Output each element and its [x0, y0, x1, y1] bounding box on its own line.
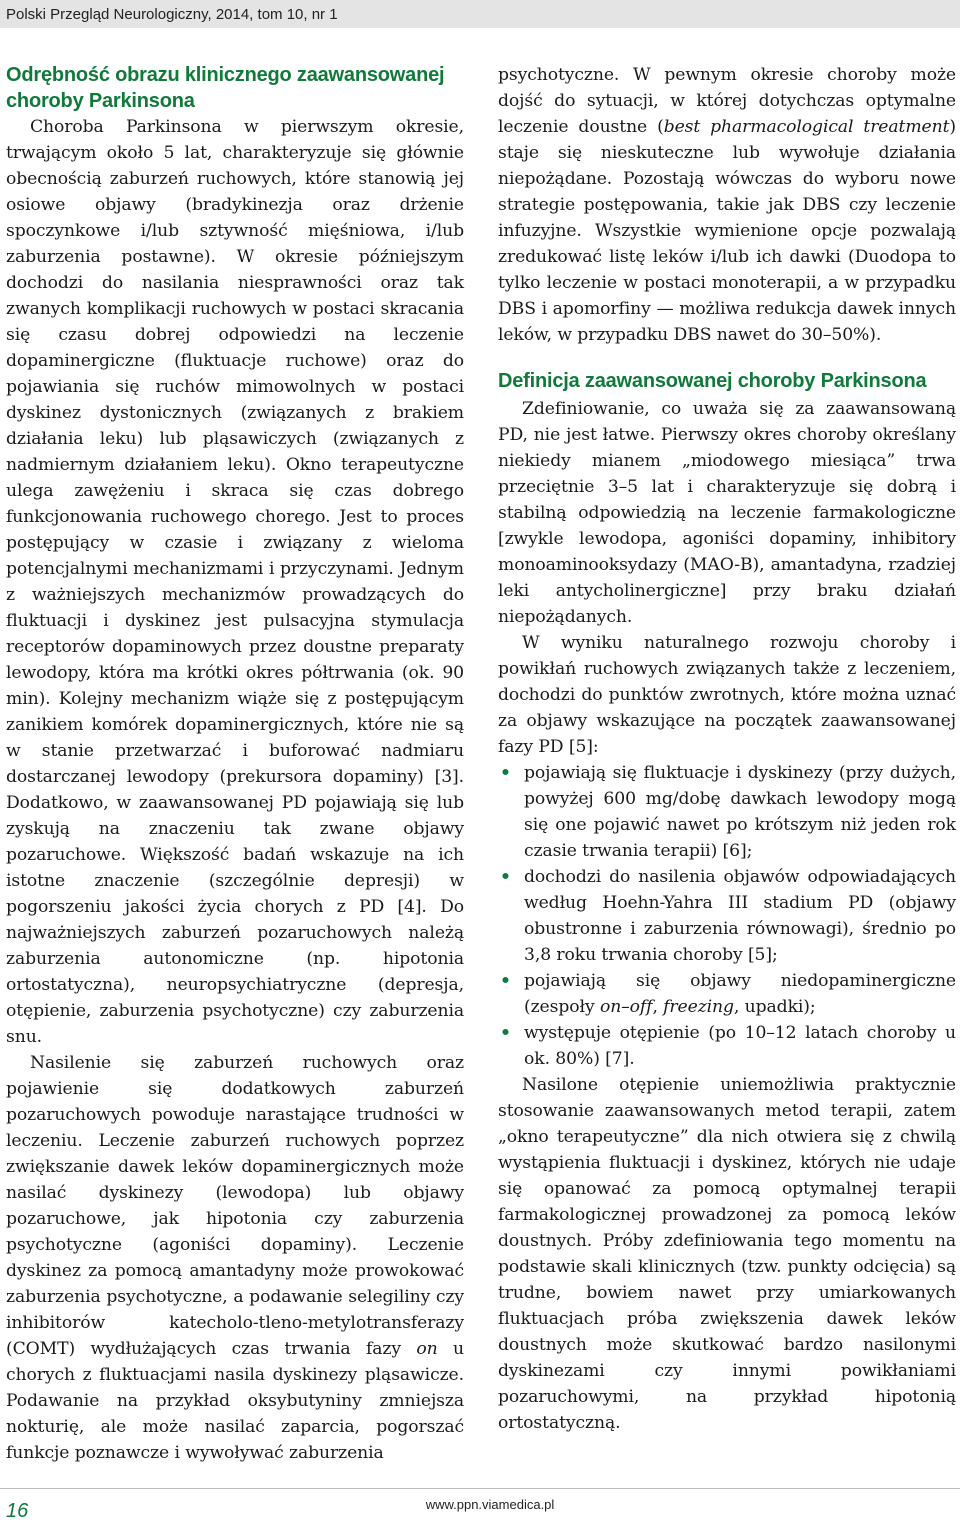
section-heading-definition: Definicja zaawansowanej choroby Parkinsona: [498, 370, 927, 392]
list-item-text: , upadki);: [733, 997, 816, 1017]
paragraph-text: Choroba Parkinsona w pierwszym okresie, trwającym około 5 lat, charakteryzuje się głównie obecnością zaburzeń ruchowych, które stanowią jej osiowe objawy (bradykinezja oraz drżenie spoczynkowe i/lub sztywność mięśniowa, i/lub zaburzenia postawne). W okresie późniejszym dochodzi do nasilania niesprawności oraz tak zwanych komplikacji ruchowych w postaci skracania się czasu dobrej odpowiedzi na leczenie dopaminergiczne (fluktuacje ruchowe) oraz do pojawiania się ruchów mimowolnych w postaci dyskinez dystonicznych (związanych z brakiem działania leku) lub pląsawiczych (związanych z nadmiernym działaniem leku). Okno terapeutyczne ulega zawężeniu i skraca się czas dobrego funkcjonowania ruchowego chorego. Jest to proces postępujący w czasie i związany z wieloma potencjalnymi mechanizmami i przyczynami. Jednym z ważniejszych mechanizmów prowadzących do fluktuacji i dyskinez jest pulsacyjna stymulacja receptorów dopaminowych przez doustne preparaty lewodopy, która ma krótki okres półtrwania (ok. 90 min). Kolejny mechanizm wiąże się z postępującym zanikiem komórek dopaminergicznych, które nie są w stanie przetwarzać i buforować nadmiaru dostarczanej lewodopy (prekursora dopaminy) [3]. Dodatkowo, w zaawansowanej PD pojawiają się lub zyskują na znaczeniu tak zwane objawy pozaruchowe. Większość badań wskazuje na ich istotne znaczenie (szczególnie depresji) w pogorszeniu jakości życia chorych z PD [4]. Do najważniejszych zaburzeń pozaruchowych należą zaburzenia autonomiczne (np. hipotonia ortostatyczna), neuropsychiatryczne (depresja, otępienie, zaburzenia psychotyczne) czy zaburzenia snu.: [6, 117, 464, 1047]
list-item: [498, 760, 956, 864]
paragraph-text-part: ) staje się nieskuteczne lub wywołuje działania niepożądane. Pozostają wówczas do wyboru nowe strategie postępowania, takie jak DBS czy leczenie infuzyjne. Wszystkie wymienione opcje pozwalają zredukować listę leków i/lub ich dawki (Duodopa to tylko leczenie w postaci monoterapii, a w przypadku DBS i apomorfiny — możliwa redukcja dawek innych leków, w przypadku DBS nawet do 30–50%).: [498, 117, 956, 345]
paragraph-text: Nasilone otępienie uniemożliwia praktycznie stosowanie zaawansowanych metod terapii, zatem „okno terapeutyczne” dla nich otwiera się z chwilą wystąpienia fluktuacji i dyskinez, których nie udaje się opanować za pomocą optymalnej terapii farmakologicznej prowadzonej za pomocą leków doustnych. Próby zdefiniowania tego momentu na podstawie skali klinicznych (tzw. punkty odcięcia) są trudne, bowiem nawet przy umiarkowanych fluktuacjach próba zwiększenia dawek leków doustnych może skutkować bardzo nasilonymi dyskinezami czy innymi powikłaniami pozaruchowymi, na przykład hipotonią ortostatyczną.: [498, 1075, 956, 1433]
list-item: [498, 968, 956, 1020]
page-number: 16: [6, 1500, 29, 1522]
list-item-text: ,: [652, 997, 664, 1017]
italic-term: best pharmacological treatment: [663, 117, 950, 137]
footer-url-link[interactable]: www.ppn.viamedica.pl: [425, 1497, 555, 1512]
paragraph-text-part: u chorych z fluktuacjami nasila dyskinezy pląsawicze. Podawanie na przykład oksybutyniny zmniejsza nokturię, ale może nasilać zaparcia, pogorszać funkcje poznawcze i wywoływać zaburzenia: [6, 1339, 464, 1463]
footer-divider: [0, 1488, 960, 1489]
italic-term: on: [416, 1339, 438, 1359]
paragraph-text-part: Nasilenie się zaburzeń ruchowych oraz pojawienie się dodatkowych zaburzeń pozaruchowych powoduje narastające trudności w leczeniu. Leczenie zaburzeń ruchowych poprzez zwiększanie dawek leków dopaminergicznych może nasilać dyskinezy (lewodopa) lub objawy pozaruchowe, jak hipotonia czy zaburzenia psychotyczne (agoniści dopaminy). Leczenie dyskinez za pomocą amantadyny może prowokować zaburzenia psychotyczne, a podawanie selegiliny czy inhibitorów katecholo-tleno-metylotransferazy (COMT) wydłużających czas trwania fazy: [6, 1053, 464, 1359]
paragraph-text: Zdefiniowanie, co uważa się za zaawansowaną PD, nie jest łatwe. Pierwszy okres choroby określany niekiedy mianem „miodowego miesiąca” trwa przeciętnie 3–5 lat i charakteryzuje się dobrą i stabilną odpowiedzią na leczenie farmakologiczne [zwykle lewodopa, agoniści dopaminy, inhibitory monoaminooksydazy (MAO-B), amantadyna, rzadziej leki antycholinergiczne] przy braku działań niepożądanych.: [498, 399, 956, 627]
list-item-text: pojawiają się fluktuacje i dyskinezy (przy dużych, powyżej 600 mg/dobę dawkach lewodopy mogą się one pojawić nawet po krótszym niż jeden rok czasie trwania terapii) [6];: [524, 763, 956, 861]
right-column: [498, 62, 956, 1436]
bullet-icon: •: [500, 971, 511, 991]
criteria-list: [498, 760, 956, 1072]
list-item-text: występuje otępienie (po 10–12 latach choroby u ok. 80%) [7].: [524, 1023, 956, 1069]
paragraph-text: W wyniku naturalnego rozwoju choroby i powikłań ruchowych związanych także z leczeniem, dochodzi do punktów zwrotnych, które można uznać za objawy wskazujące na początek zaawansowanej fazy PD [5]:: [498, 633, 956, 757]
left-column: [6, 62, 464, 1466]
journal-title: Polski Przegląd Neurologiczny, 2014, tom 10, nr 1: [6, 6, 338, 23]
list-item: [498, 864, 956, 968]
bullet-icon: •: [500, 867, 511, 887]
italic-term: on–off: [599, 997, 653, 1017]
paragraph-text-part: psychotyczne. W pewnym okresie choroby może dojść do sytuacji, w której dotychczas optymalne leczenie doustne (: [498, 65, 956, 137]
italic-term: freezing: [663, 997, 734, 1017]
bullet-icon: •: [500, 763, 511, 783]
list-item: [498, 1020, 956, 1072]
bullet-icon: •: [500, 1023, 511, 1043]
section-heading-clinical-picture: Odrębność obrazu klinicznego zaawansowanej choroby Parkinsona: [6, 64, 445, 112]
paragraph-text: [498, 62, 956, 348]
paragraph-text: [6, 1050, 464, 1466]
journal-header-bar: [0, 0, 960, 28]
list-item-text: dochodzi do nasilenia objawów odpowiadających według Hoehn-Yahra III stadium PD (objawy obustronne i zaburzenia równowagi), średnio po 3,8 roku trwania choroby [5];: [524, 867, 956, 965]
list-item-text: pojawiają się objawy niedopaminergiczne (zespoły: [524, 971, 956, 1017]
